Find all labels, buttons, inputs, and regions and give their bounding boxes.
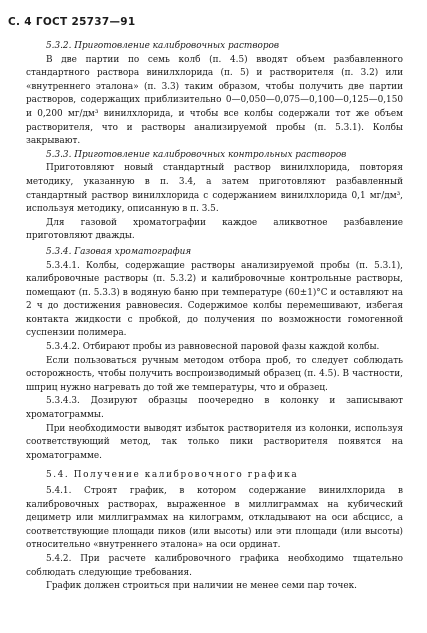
page-header (8, 16, 403, 30)
section-5-3-2-body: В две партии по семь колб (п. 4.5) вводят объем разбавленного стандартного раствора винилхлорида (п. 5) и растворителя (п. 3.2) или «внутреннего эталона» (п. 3.3) таким образом, чтобы получить две партии растворов, содержащих приблизительно 0—0,050—0,075—0,100—0,125—0,150 и 0,200 мг/дм³ винилхлорида, и чтобы все колбы содержали тот же объем растворителя, что и растворы анализируемой пробы (п. 5.3.1). Колбы закрывают. (26, 54, 403, 147)
standard-code: ГОСТ 25737—91 (35, 16, 136, 28)
section-5-3-2-title: 5.3.2. Приготовление калибровочных растворов (46, 41, 280, 51)
section-5-4-2-body: 5.4.2. При расчете калибровочного графика необходимо тщательно соблюдать следующие требования. (26, 553, 403, 578)
section-5-3-4-2-body: 5.3.4.2. Отбирают пробы из равновесной паровой фазы каждой колбы. (46, 342, 380, 353)
section-5-3-3-title: 5.3.3. Приготовление калибровочных контрольных растворов (46, 149, 347, 160)
section-5-3-4-1-body: 5.3.4.1. Колбы, содержащие растворы анализируемой пробы (п. 5.3.1), калибровочные растворы (п. 5.3.2) и калибровочные контрольные растворы, помещают (п. 5.3.3) в водяную баню при температуре (60±1)°С и оставляют на 2 ч до достижения равновесия. Содержимое колбы перемешивают, избегая контакта жидкости с пробкой, до получения по возможности гомогенной суспензии полимера. (26, 260, 403, 339)
manual-sampling-paragraph: Если пользоваться ручным методом отбора проб, то следует соблюдать осторожность, чтобы получить воспроизводимый образец (п. 4.5). В частности, шприц нужно нагревать до той же температуры, что и образец. (26, 355, 403, 393)
page-number: С. 4 (8, 16, 32, 28)
section-5-3-4-3-body: 5.3.4.3. Дозируют образцы поочередно в колонку и записывают хроматограммы. (26, 396, 403, 421)
section-5-4-1-body: 5.4.1. Строят график, в котором содержание винилхлорида в калибровочных растворах, выраженное в миллиграммах на кубический дециметр или миллиграммах на килограмм, откладывают на оси абсцисс, а соответствующие площади пиков (или высоты) или эти площади (или высоты) относительно «внутреннего эталона» на оси ординат. (26, 486, 403, 551)
section-5-3-3-note: Для газовой хроматографии каждое аликвотное разбавление приготовляют дважды. (26, 217, 403, 242)
calibration-points-paragraph: График должен строиться при наличии не менее семи пар точек. (46, 581, 357, 592)
section-5-3-4-title: 5.3.4. Газовая хроматография (46, 246, 192, 257)
solvent-removal-paragraph: При необходимости выводят избыток растворителя из колонки, используя соответствующий метод, так только пики растворителя появятся на хроматограмме. (26, 423, 403, 461)
section-5-3-3-body: Приготовляют новый стандартный раствор винилхлорида, повторяя методику, указанную в п. 3.4, а затем приготовляют разбавленный стандартный раствор винилхлорида с содержанием винилхлорида 0,1 мг/дм³, используя методику, описанную в п. 3.5. (26, 163, 403, 215)
section-5-4-title: 5.4. Получение калибровочного графика (46, 470, 299, 481)
